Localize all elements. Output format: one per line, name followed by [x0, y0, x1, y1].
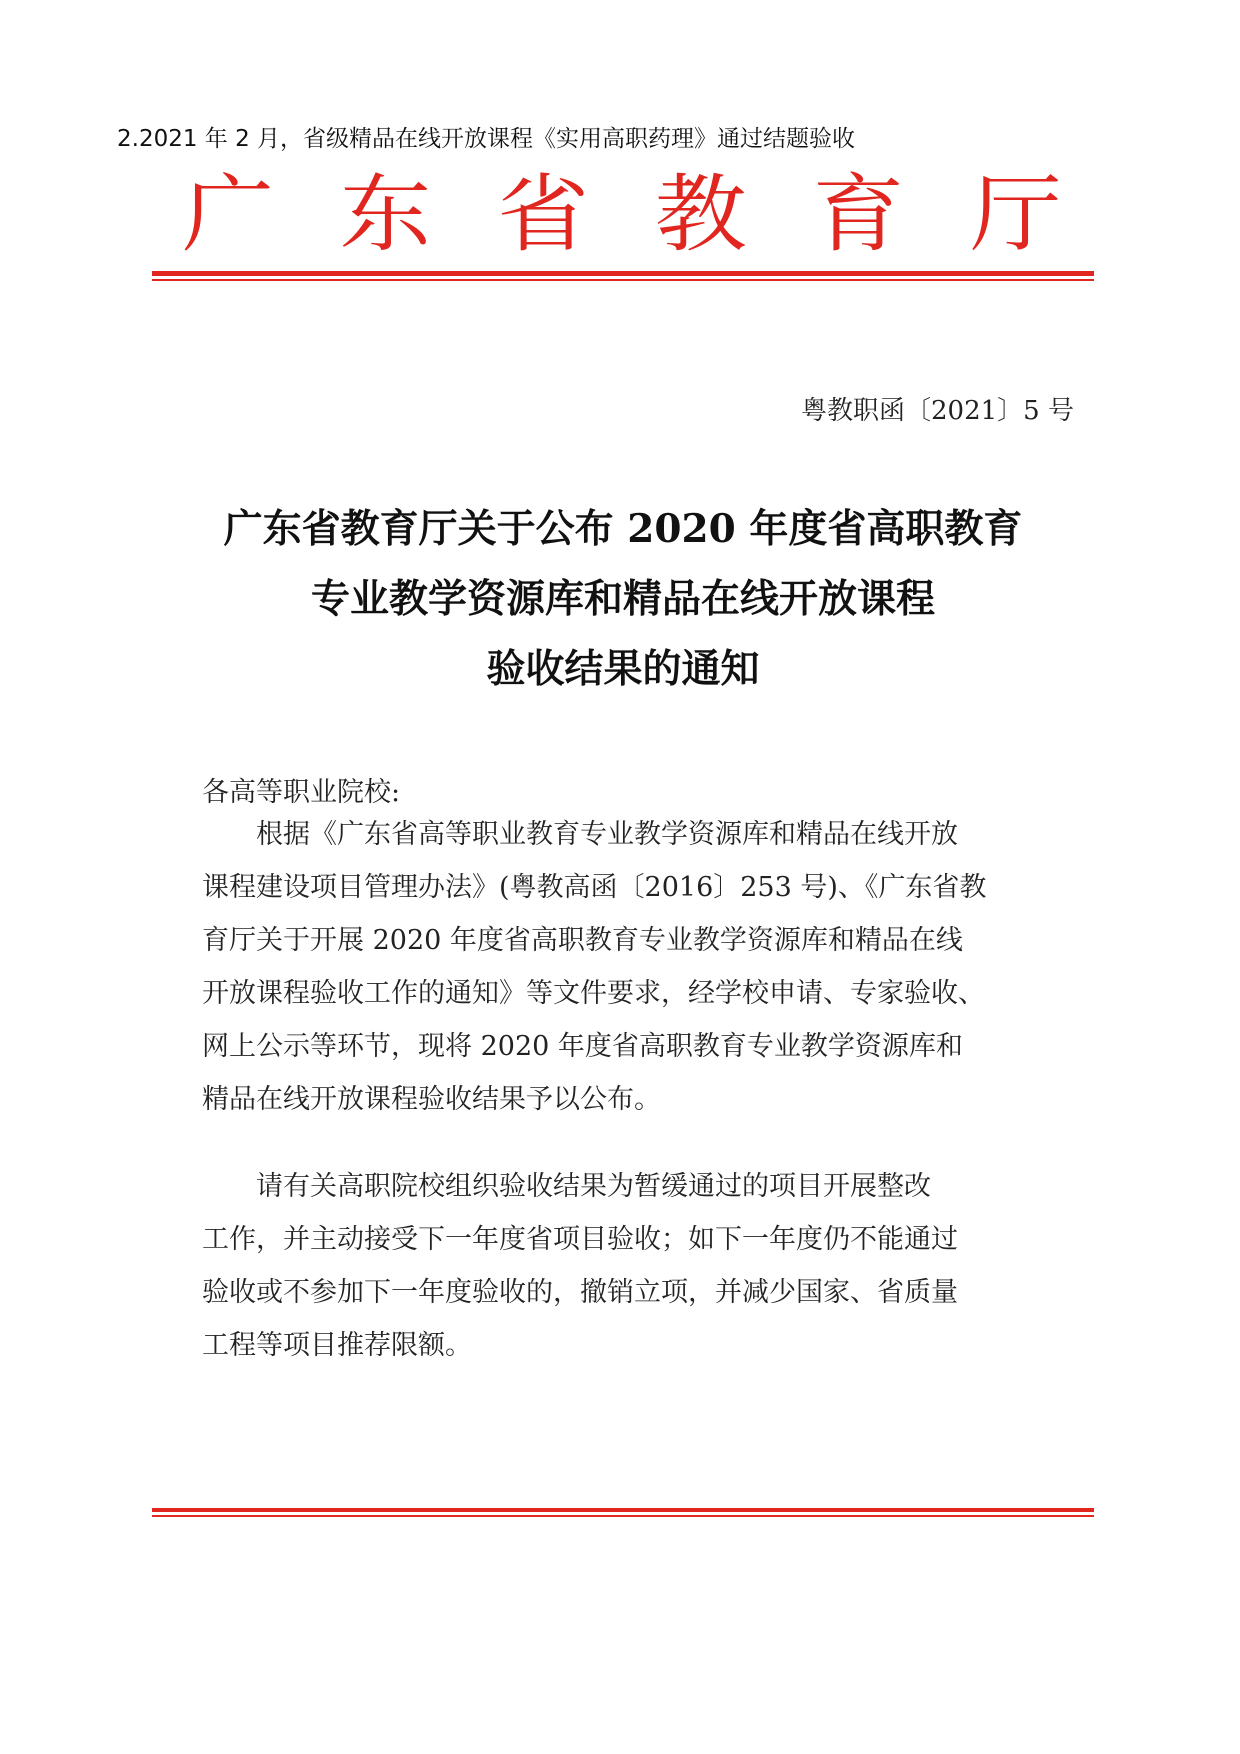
- document-caption: 2.2021 年 2 月，省级精品在线开放课程《实用高职药理》通过结题验收: [117, 126, 856, 152]
- paragraph-line: 课程建设项目管理办法》(粤教高函〔2016〕253 号)、《广东省教: [202, 872, 987, 903]
- letterhead-divider: [152, 271, 1094, 276]
- letterhead-divider-thin: [152, 279, 1094, 281]
- paragraph-line: 网上公示等环节，现将 2020 年度省高职教育专业教学资源库和: [202, 1031, 963, 1062]
- letterhead-char: 育: [812, 165, 905, 264]
- paragraph-line: 开放课程验收工作的通知》等文件要求，经学校申请、专家验收、: [202, 978, 985, 1009]
- notice-title: [152, 494, 1094, 704]
- paragraph-line: 请有关高职院校组织验收结果为暂缓通过的项目开展整改: [256, 1171, 931, 1202]
- title-line: 专业教学资源库和精品在线开放课程: [310, 576, 935, 622]
- paragraph-line: 育厅关于开展 2020 年度省高职教育专业教学资源库和精品在线: [202, 925, 963, 956]
- paragraph-line: 根据《广东省高等职业教育专业教学资源库和精品在线开放: [256, 819, 958, 850]
- body-paragraph-2: [202, 1160, 1062, 1372]
- letterhead-char: 省: [497, 165, 590, 264]
- paragraph-line: 工程等项目推荐限额。: [202, 1330, 472, 1361]
- title-line: 验收结果的通知: [486, 646, 760, 692]
- letterhead-char: 广: [182, 165, 275, 264]
- document-number: 粤教职函〔2021〕5 号: [801, 396, 1074, 426]
- salutation: 各高等职业院校:: [202, 777, 401, 808]
- title-line: 广东省教育厅关于公布 2020 年度省高职教育: [223, 506, 1023, 552]
- letterhead-char: 教: [654, 165, 747, 264]
- footer-divider-thin: [152, 1515, 1094, 1517]
- paragraph-line: 工作，并主动接受下一年度省项目验收；如下一年度仍不能通过: [202, 1224, 958, 1255]
- letterhead-title: [182, 160, 1062, 270]
- letterhead-char: 厅: [969, 165, 1062, 264]
- paragraph-line: 精品在线开放课程验收结果予以公布。: [202, 1084, 661, 1115]
- paragraph-line: 验收或不参加下一年度验收的，撤销立项，并减少国家、省质量: [202, 1277, 958, 1308]
- footer-divider: [152, 1508, 1094, 1512]
- scanned-notice-page: [152, 158, 1094, 1518]
- letterhead-char: 东: [339, 165, 432, 264]
- body-paragraph-1: [202, 808, 1062, 1126]
